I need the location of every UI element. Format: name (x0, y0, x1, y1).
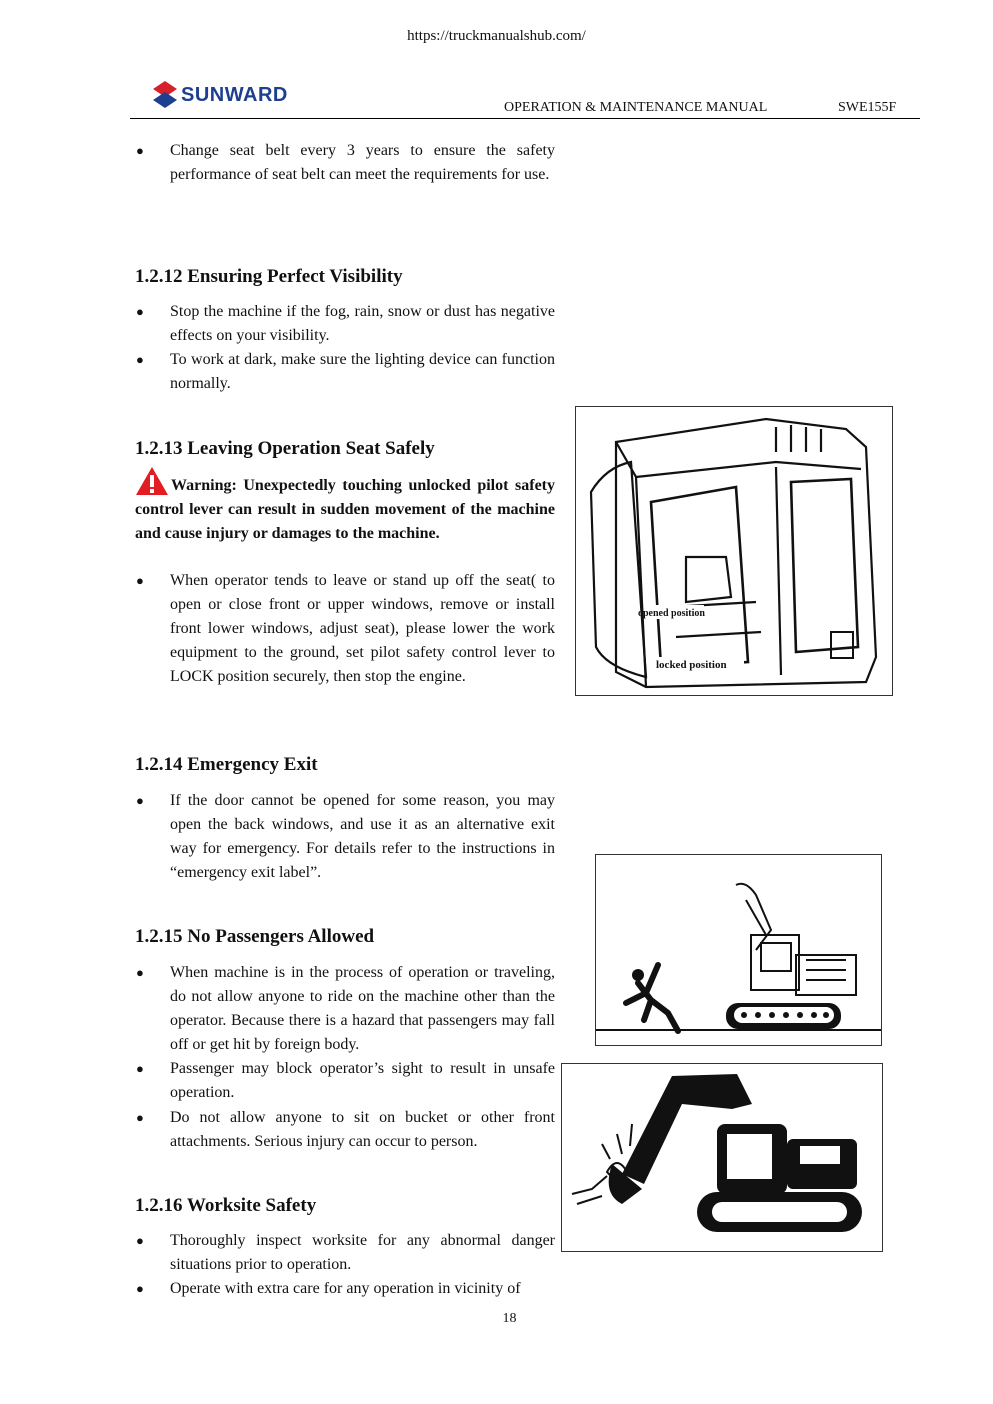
brand-name: SUNWARD (181, 83, 288, 106)
list-item: ● Thoroughly inspect worksite for any abnormal danger situations prior to operation. (135, 1229, 555, 1277)
falling-passenger-drawing (596, 855, 881, 1045)
section-heading: 1.2.14 Emergency Exit (135, 754, 318, 775)
page-number: 18 (502, 1311, 517, 1326)
source-url: https://truckmanualshub.com/ (407, 28, 586, 44)
bucket-hazard-illustration (561, 1063, 883, 1252)
bucket-hazard-drawing (562, 1064, 882, 1251)
falling-passenger-illustration (595, 854, 882, 1046)
brand-logo (152, 80, 288, 110)
section-heading: 1.2.13 Leaving Operation Seat Safely (135, 438, 435, 459)
model-code: SWE155F (838, 100, 897, 115)
cab-illustration (575, 406, 893, 696)
header-divider (130, 118, 920, 119)
warning-block (135, 466, 555, 546)
warning-triangle-icon (135, 466, 169, 496)
opened-position-label: opened position (638, 608, 705, 619)
list-item: ● When operator tends to leave or stand up off the seat( to open or close front or upper windows, remove or install front lower windows, adjust seat), please lower the work equipment to the ground, set pilot safety control lever to LOCK position securely, then stop the engine. (135, 569, 555, 689)
list-item: ● When machine is in the process of operation or traveling, do not allow anyone to ride on the machine other than the operator. Because there is a hazard that passengers may fall off or get hit by foreign body. (135, 961, 555, 1057)
list-item: ● If the door cannot be opened for some reason, you may open the back windows, and use it as an alternative exit way for emergency. For details refer to the instructions in “emergency exit label”. (135, 789, 555, 885)
warning-text: Warning: Unexpectedly touching unlocked pilot safety control lever can result in sudden movement of the machine and cause injury or damages to the machine. (135, 477, 555, 542)
section-heading: 1.2.12 Ensuring Perfect Visibility (135, 266, 403, 287)
cab-drawing (576, 407, 892, 695)
section-heading: 1.2.15 No Passengers Allowed (135, 926, 375, 947)
list-item: ● To work at dark, make sure the lighting device can function normally. (135, 348, 555, 396)
manual-title: OPERATION & MAINTENANCE MANUAL (504, 100, 768, 115)
list-item: ● Operate with extra care for any operation in vicinity of (135, 1277, 555, 1301)
list-item: ● Stop the machine if the fog, rain, snow or dust has negative effects on your visibility. (135, 300, 555, 348)
section-heading: 1.2.16 Worksite Safety (135, 1195, 317, 1216)
sunward-logo-icon (152, 80, 178, 110)
list-item: ● Passenger may block operator’s sight to result in unsafe operation. (135, 1057, 555, 1105)
locked-position-label: locked position (656, 659, 727, 671)
list-item: ● Do not allow anyone to sit on bucket or other front attachments. Serious injury can occur to person. (135, 1106, 555, 1154)
list-item: ● Change seat belt every 3 years to ensure the safety performance of seat belt can meet the requirements for use. (135, 139, 555, 187)
